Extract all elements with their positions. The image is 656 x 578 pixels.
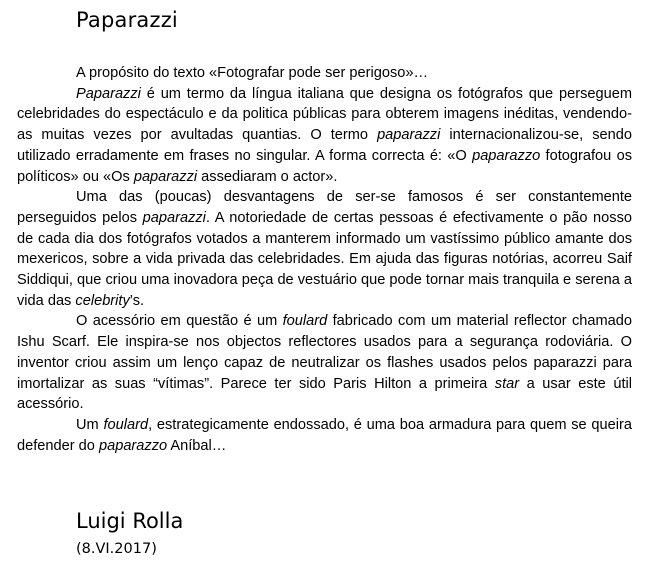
text-run: a usar este útil acessório.	[17, 375, 632, 413]
paragraph-1	[17, 84, 632, 188]
italic-term: star	[494, 375, 520, 392]
italic-term: paparazzo	[98, 437, 168, 454]
italic-term: foulard	[282, 313, 328, 330]
paragraph-3	[17, 311, 632, 415]
text-run: ’s.	[129, 292, 145, 309]
italic-term: paparazzi	[377, 127, 441, 144]
text-run: Um	[76, 416, 104, 433]
italic-term: paparazzi	[142, 209, 206, 226]
lead-line: A propósito do texto «Fotografar pode ser perigoso»…	[76, 65, 429, 81]
italic-term: Paparazzi	[76, 85, 141, 102]
text-run: é um termo da língua italiana que designa os fotógrafos que perseguem celebridades do espectáculo e da politica públicas para obterem imagens inéditas, vendendo-as muitas vezes por avultadas quantias. O termo	[17, 85, 632, 144]
paragraph-2	[17, 187, 632, 311]
text-run: Aníbal…	[167, 437, 227, 454]
italic-term: paparazzi	[133, 168, 198, 185]
text-run: O acessório em questão é um	[76, 313, 283, 330]
text-run: . A notoriedade de certas pessoas é efectivamente o pão nosso de cada dia dos fotógrafos votados a manterem informado um vastíssimo público amante dos mexericos, sobre a vida privada das celebridades. Em ajuda das figuras notórias, acorreu Saif Siddiqui, que criou uma inovadora peça de vestuário que pode tornar mais tranquila e serena a vida das	[17, 209, 632, 309]
italic-term: paparazzo	[472, 147, 541, 164]
text-run: fabricado com um material reflector chamado Ishu Scarf. Ele inspira-se nos objectos reflectores usados para a segurança rodoviária. O inventor criou assim um lenço capaz de neutralizar os flashes usados pelos paparazzi para imortalizar as suas “vítimas”. Parece ter sido Paris Hilton a primeira	[17, 313, 632, 392]
author-signature: Luigi Rolla	[76, 509, 184, 533]
italic-term: foulard	[103, 416, 149, 433]
text-run: fotografou os políticos» ou «Os	[17, 147, 632, 185]
article-date: (8.VI.2017)	[76, 541, 157, 557]
text-run: Uma das (poucas) desvantagens de ser-se famosos é ser constantemente perseguidos pelos	[17, 189, 632, 226]
text-run: assediaram o actor».	[197, 168, 338, 185]
text-run: , estrategicamente endossado, é uma boa armadura para quem se queira defender do	[17, 416, 632, 454]
text-run: internacionalizou-se, sendo utilizado erradamente em frases no singular. A forma correcta é: «O	[17, 127, 632, 164]
article-title: Paparazzi	[76, 8, 178, 32]
paragraph-4	[17, 415, 632, 456]
article-body	[17, 63, 632, 456]
italic-term: celebrity	[75, 292, 130, 309]
